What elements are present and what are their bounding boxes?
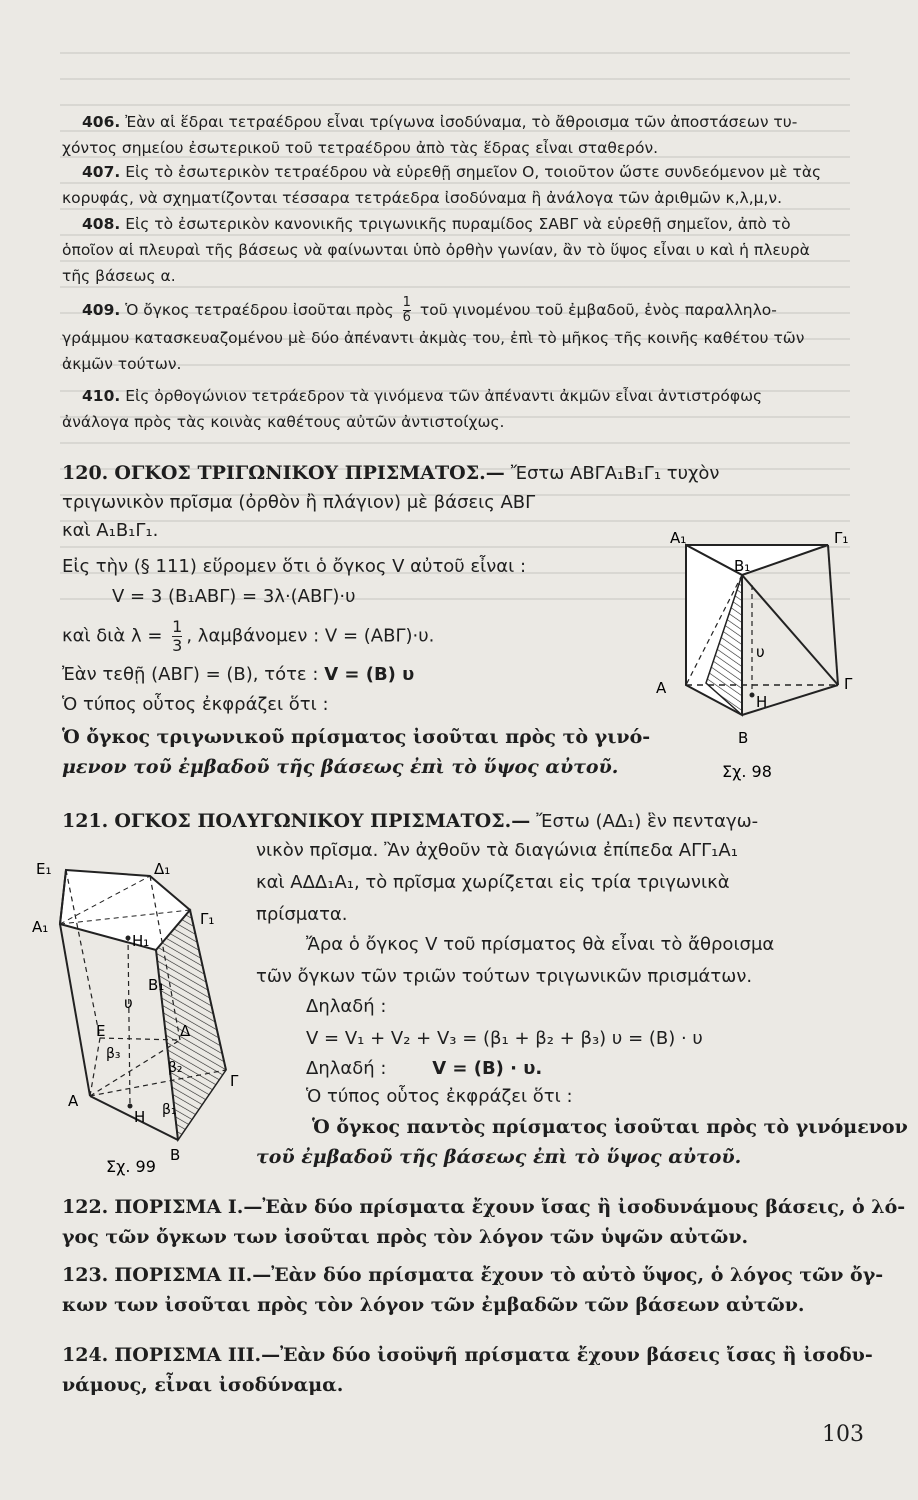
figure-99-caption: Σχ. 99 bbox=[106, 1157, 156, 1176]
label-b1-99: Β₁ bbox=[148, 976, 165, 994]
fraction-one-sixth: $\frac{1}{6}$ bbox=[402, 295, 411, 325]
section-121-number: 121. bbox=[62, 810, 109, 832]
label-b: Β bbox=[738, 729, 749, 747]
formula-v-b-u: V = (Β) υ bbox=[324, 664, 415, 685]
section-120-title: ΟΓΚΟΣ ΤΡΙΓΩΝΙΚΟΥ ΠΡΙΣΜΑΤΟΣ.— bbox=[114, 462, 505, 484]
label-a1: Α₁ bbox=[670, 529, 687, 547]
figure-98-caption: Σχ. 98 bbox=[722, 762, 772, 781]
theorem-triangular-prism: Ὁ ὄγκος τριγωνικοῦ πρίσματος ἰσοῦται πρὸς τὸ γινό- bbox=[62, 726, 651, 748]
label-h: Η bbox=[756, 693, 768, 711]
label-h-99: Η bbox=[134, 1108, 146, 1126]
label-g1-99: Γ₁ bbox=[200, 910, 215, 928]
page-number: 103 bbox=[822, 1422, 864, 1447]
theorem-any-prism: Ὁ ὄγκος παντὸς πρίσματος ἰσοῦται πρὸς τὸ γινόμενον bbox=[312, 1116, 908, 1138]
label-b3: β₃ bbox=[106, 1046, 121, 1062]
label-h1: Η₁ bbox=[132, 932, 150, 950]
label-e: Ε bbox=[96, 1022, 106, 1040]
label-u-99: υ bbox=[124, 994, 133, 1012]
formula-v-3b1abg: V = 3 (Β₁ΑΒΓ) = 3λ·(ΑΒΓ)·υ bbox=[112, 586, 356, 607]
label-g1: Γ₁ bbox=[834, 529, 849, 547]
label-b1: Β₁ bbox=[734, 557, 751, 575]
label-d: Δ bbox=[180, 1022, 191, 1040]
height-line-99 bbox=[128, 936, 130, 1106]
label-b1-small: β₁ bbox=[162, 1102, 177, 1118]
figure-98 bbox=[640, 515, 870, 785]
label-g-99: Γ bbox=[230, 1072, 239, 1090]
label-a1-99: Α₁ bbox=[32, 918, 49, 936]
label-a: Α bbox=[656, 679, 667, 697]
book-page: 406. Ἐὰν αἱ ἕδραι τετραέδρου εἶναι τρίγωνα ἰσοδύναμα, τὸ ἄθροισμα τῶν ἀποστάσεων τυ- χόντος σημείου ἐσωτερικοῦ τοῦ τετραέδρου ἀπὸ τὰς ἕδρας εἶναι σταθερόν. 407. Εἰς τὸ ἐσωτερικὸν τετραέδρου νὰ εὑρεθῇ σημεῖον Ο, τοιοῦτον ὥστε συνδεόμενον μὲ τὰς κορυφάς, νὰ σχηματίζονται τέσσαρα τετράεδρα ἰσοδύναμα ἢ ἀνάλογα τῶν ἀριθμῶν κ,λ,μ,ν. 408. Εἰς τὸ ἐσωτερικὸν κανονικῆς τριγωνικῆς πυραμίδος ΣΑΒΓ νὰ εὑρεθῇ σημεῖον, ἀπὸ τὸ ὁποῖον αἱ πλευραὶ τῆς βάσεως νὰ φαίνωνται ὑπὸ ὀρθὴν γωνίαν, ἂν τὸ ὕψος εἶναι υ καὶ ἡ πλευρὰ τῆς βάσεως α. 409. Ὁ ὄγκος τετραέδρου ἰσοῦται πρὸς $\frac{1}{6}$ τοῦ γινομένου τοῦ ἐμβαδοῦ, ἑνὸς παραλληλο- γράμμου κατασκευαζομένου μὲ δύο ἀπέναντι ἀκμὰς του, ἐπὶ τὸ μῆκος τῆς κοινῆς καθέτου τῶν ἀκμῶν τούτων. 410. Εἰς ὀρθογώνιον τετράεδρον τὰ γινόμενα τῶν ἀπέναντι ἀκμῶν εἶναι ἀντιστρόφως ἀνάλογα πρὸς τὰς κοινὰς καθέτους αὐτῶν ἀντιστοίχως. 120. ΟΓΚΟΣ ΤΡΙΓΩΝΙΚΟΥ ΠΡΙΣΜΑΤΟΣ.— Ἔστω ΑΒΓΑ₁Β₁Γ₁ τυχὸν τριγωνικὸν πρῖσμα (ὀρθὸν ἢ πλάγιον) μὲ βάσεις ΑΒΓ καὶ Α₁Β₁Γ₁. Εἰς τὴν (§ 111) εὕρομεν ὅτι ὁ ὄγκος V αὐτοῦ εἶναι : V = 3 (Β₁ΑΒΓ) = 3λ·(ΑΒΓ)·υ καὶ διὰ λ = $\frac{1}{3}$ , λαμβάνομεν : V = (ΑΒΓ)·υ. Ἐὰν τεθῇ (ΑΒΓ) = (Β), τότε : V = (Β) υ Ὁ τύπος οὗτος ἐκφράζει ὅτι : Ὁ ὄγκος τριγωνικοῦ πρίσματος ἰσοῦται πρὸς τὸ γινό- μενον τοῦ ἐμβαδοῦ τῆς βάσεως ἐπὶ τὸ ὕψος αὐτοῦ. Α₁ Γ₁ Β₁ υ Α Γ Η Β Σχ. 98 121. ΟΓΚΟΣ ΠΟΛΥΓΩΝΙΚΟΥ ΠΡΙΣΜΑΤΟΣ.— Ἔστω (ΑΔ₁) ἓν πενταγω- νικὸν πρῖσμα. Ἂν ἀχθοῦν τὰ διαγώνια ἐπίπεδα ΑΓΓ₁Α₁ καὶ ΑΔΔ₁Α₁, τὸ πρῖσμα χωρίζεται εἰς τρία τριγωνικὰ πρίσματα. Ἄρα ὁ ὄγκος V τοῦ πρίσματος θὰ εἶναι τὸ ἄθροισμα τῶν ὄγκων τῶν τριῶν τούτων τριγωνικῶν πρισμάτων. Δηλαδή : V = V₁ + V₂ + V₃ = (β₁ + β₂ + β₃) υ = (Β) · υ Δηλαδή : V = (Β) · υ. Ὁ τύπος οὗτος ἐκφράζει ὅτι : Ὁ ὄγκος παντὸς πρίσματος ἰσοῦται πρὸς τὸ γινόμενον τοῦ ἐμβαδοῦ τῆς βάσεως ἐπὶ τὸ ὕψος αὐτοῦ. Ε₁ Δ₁ Α₁ Γ₁ Η₁ Β₁ υ Ε Δ β₃ β₂ β₁ Α Η Γ Β Σχ. 99 122. ΠΟΡΙΣΜΑ Ι.—Ἐὰν δύο πρίσματα ἔχουν ἴσας ἢ ἰσοδυνάμους βάσεις, ὁ λό- γος τῶν ὄγκων των ἰσοῦται πρὸς τὸν λόγον τῶν ὑψῶν αὐτῶν. 123. ΠΟΡΙΣΜΑ ΙΙ.—Ἐὰν δύο πρίσματα ἔχουν τὸ αὐτὸ ὕψος, ὁ λόγος τῶν ὄγ- κων των ἰσοῦται πρὸς τὸν λόγον τῶν ἐμβαδῶν τῶν βάσεων αὐτῶν. 124. ΠΟΡΙΣΜΑ ΙΙΙ.—Ἐὰν δύο ἰσοϋψῆ πρίσματα ἔχουν βάσεις ἴσας ἢ ἰσοδυ- νάμους, εἶναι ἰσοδύναμα. 103 bbox=[0, 0, 918, 1500]
label-g: Γ bbox=[844, 675, 853, 693]
label-e1: Ε₁ bbox=[36, 860, 52, 878]
section-121-title: ΟΓΚΟΣ ΠΟΛΥΓΩΝΙΚΟΥ ΠΡΙΣΜΑΤΟΣ.— bbox=[114, 810, 531, 832]
label-u: υ bbox=[756, 643, 765, 661]
fraction-one-third: $\frac{1}{3}$ bbox=[172, 617, 183, 655]
section-120-number: 120. bbox=[62, 462, 109, 484]
formula-v-b-u-121: V = (Β) · υ. bbox=[432, 1058, 543, 1079]
formula-sum-volumes: V = V₁ + V₂ + V₃ = (β₁ + β₂ + β₃) υ = (Β) · υ bbox=[306, 1028, 703, 1049]
label-b2: β₂ bbox=[168, 1060, 183, 1076]
label-b-99: Β bbox=[170, 1146, 181, 1164]
label-d1: Δ₁ bbox=[154, 860, 171, 878]
label-a-99: Α bbox=[68, 1092, 79, 1110]
figure-99 bbox=[30, 860, 270, 1180]
